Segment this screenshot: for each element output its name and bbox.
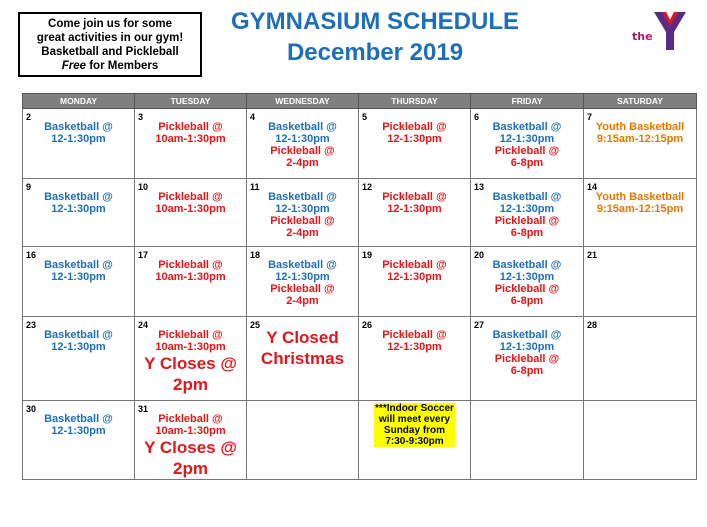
promo-line-1: Come join us for some xyxy=(48,18,172,30)
day-number: 4 xyxy=(250,112,256,122)
event-line: 2-4pm xyxy=(286,227,319,239)
weekday-header-thursday: THURSDAY xyxy=(359,94,471,109)
weekday-header-monday: MONDAY xyxy=(23,94,135,109)
day-cell xyxy=(471,247,584,317)
day-events xyxy=(359,401,470,447)
day-number: 6 xyxy=(474,112,480,122)
day-cell xyxy=(135,247,247,317)
week-row xyxy=(23,317,697,401)
day-events xyxy=(135,401,246,479)
event-line: Pickleball @ xyxy=(158,121,223,133)
day-events xyxy=(23,317,134,353)
day-number: 30 xyxy=(26,404,37,414)
day-cell xyxy=(247,109,359,179)
indoor-soccer-note xyxy=(374,403,455,447)
weekday-header-wednesday: WEDNESDAY xyxy=(247,94,359,109)
week-row xyxy=(23,179,697,247)
event-line: 12-1:30pm xyxy=(275,271,330,283)
day-cell xyxy=(471,179,584,247)
day-events xyxy=(584,179,696,215)
event-line: Basketball @ xyxy=(492,191,562,203)
event-line: Pickleball @ xyxy=(270,283,335,295)
day-number: 27 xyxy=(474,320,485,330)
closure-notice: Christmas xyxy=(260,349,345,368)
event-line: 6-8pm xyxy=(510,157,544,169)
day-number: 26 xyxy=(362,320,373,330)
event-line: Youth Basketball xyxy=(595,121,685,133)
note-line: 7:30-9:30pm xyxy=(385,436,444,447)
day-number: 19 xyxy=(362,250,373,260)
day-number: 10 xyxy=(138,182,149,192)
day-number: 16 xyxy=(26,250,37,260)
day-events xyxy=(359,317,470,353)
event-line: 2-4pm xyxy=(286,295,319,307)
day-number: 5 xyxy=(362,112,368,122)
day-cell xyxy=(359,401,471,480)
day-cell xyxy=(471,401,584,480)
day-cell xyxy=(584,109,697,179)
promo-box xyxy=(18,12,202,77)
day-cell xyxy=(135,317,247,401)
event-line: Basketball @ xyxy=(492,121,562,133)
day-number: 2 xyxy=(26,112,32,122)
day-events xyxy=(23,401,134,437)
day-events xyxy=(247,179,358,239)
event-line: 6-8pm xyxy=(510,365,544,377)
week-row xyxy=(23,109,697,179)
day-cell xyxy=(247,247,359,317)
event-line: 10am-1:30pm xyxy=(155,133,226,145)
event-line: 12-1:30pm xyxy=(387,133,442,145)
day-number: 3 xyxy=(138,112,144,122)
day-number: 17 xyxy=(138,250,149,260)
event-line: Basketball @ xyxy=(268,121,337,133)
event-line: Pickleball @ xyxy=(494,353,560,365)
day-events xyxy=(584,401,696,413)
promo-line-4 xyxy=(20,59,200,73)
day-events xyxy=(135,247,246,283)
day-events xyxy=(247,317,358,369)
day-cell xyxy=(359,179,471,247)
day-number: 25 xyxy=(250,320,261,330)
promo-members: for Members xyxy=(86,60,159,72)
event-line: Pickleball @ xyxy=(382,121,447,133)
closure-notice: Y Closes @ xyxy=(144,354,237,373)
event-line: 12-1:30pm xyxy=(387,203,442,215)
day-cell xyxy=(584,179,697,247)
day-events xyxy=(471,109,583,169)
event-line: Pickleball @ xyxy=(494,215,560,227)
event-line: 6-8pm xyxy=(510,227,544,239)
day-cell xyxy=(584,317,697,401)
event-line: 9:15am-12:15pm xyxy=(596,203,684,215)
day-number: 20 xyxy=(474,250,485,260)
day-number: 11 xyxy=(250,182,260,192)
day-number: 7 xyxy=(587,112,593,122)
day-number: 21 xyxy=(587,250,598,260)
event-line: 12-1:30pm xyxy=(387,271,442,283)
day-events xyxy=(135,109,246,145)
day-cell xyxy=(135,179,247,247)
day-number: 13 xyxy=(474,182,485,192)
event-line: 12-1:30pm xyxy=(499,341,555,353)
day-number: 24 xyxy=(138,320,149,330)
day-events xyxy=(471,247,583,307)
event-line: 12-1:30pm xyxy=(51,271,106,283)
event-line: 12-1:30pm xyxy=(499,271,555,283)
day-events xyxy=(23,247,134,283)
event-line: Pickleball @ xyxy=(494,283,560,295)
event-line: Basketball @ xyxy=(268,191,337,203)
event-line: 12-1:30pm xyxy=(51,341,106,353)
promo-line-2: great activities in our gym! xyxy=(36,32,184,44)
day-events xyxy=(584,317,696,329)
day-events xyxy=(584,109,696,145)
logo-text: the xyxy=(632,30,653,43)
event-line: 12-1:30pm xyxy=(51,425,106,437)
closure-notice: Y Closes @ xyxy=(144,438,237,457)
event-line: 2-4pm xyxy=(286,157,319,169)
day-cell xyxy=(471,109,584,179)
day-cell xyxy=(23,317,135,401)
event-line: Pickleball @ xyxy=(158,413,223,425)
note-line: ***Indoor Soccer xyxy=(375,403,454,414)
event-line: 12-1:30pm xyxy=(51,203,106,215)
title-main: GYMNASIUM SCHEDULE xyxy=(230,8,519,35)
event-line: Pickleball @ xyxy=(158,259,223,271)
event-line: Basketball @ xyxy=(44,259,113,271)
event-line: Pickleball @ xyxy=(158,191,223,203)
y-logo-icon xyxy=(652,10,688,52)
day-events xyxy=(247,401,358,413)
event-line: 12-1:30pm xyxy=(499,133,555,145)
day-events xyxy=(247,247,358,307)
day-events xyxy=(135,179,246,215)
title-month: December 2019 xyxy=(286,39,464,66)
day-events xyxy=(135,317,246,395)
day-cell xyxy=(23,401,135,480)
event-line: Basketball @ xyxy=(492,329,562,341)
event-line: Pickleball @ xyxy=(158,329,223,341)
event-line: Basketball @ xyxy=(492,259,562,271)
day-number: 14 xyxy=(587,182,598,192)
ymca-logo xyxy=(632,10,690,56)
closure-notice: 2pm xyxy=(173,375,208,394)
event-line: Basketball @ xyxy=(44,329,113,341)
day-number: 31 xyxy=(138,404,149,414)
event-line: 10am-1:30pm xyxy=(155,341,226,353)
event-line: 12-1:30pm xyxy=(51,133,106,145)
day-cell xyxy=(135,109,247,179)
calendar-table xyxy=(22,93,697,480)
day-events xyxy=(359,247,470,283)
event-line: 12-1:30pm xyxy=(387,341,442,353)
event-line: Pickleball @ xyxy=(270,145,335,157)
weekday-header-row xyxy=(23,94,697,109)
day-number: 9 xyxy=(26,182,32,192)
event-line: 12-1:30pm xyxy=(275,133,330,145)
event-line: 10am-1:30pm xyxy=(155,271,226,283)
promo-free: Free xyxy=(61,60,87,72)
day-cell xyxy=(359,247,471,317)
day-events xyxy=(471,179,583,239)
week-row xyxy=(23,247,697,317)
event-line: 12-1:30pm xyxy=(499,203,555,215)
day-cell xyxy=(247,317,359,401)
event-line: Basketball @ xyxy=(44,121,113,133)
closure-notice: 2pm xyxy=(173,459,208,478)
event-line: 10am-1:30pm xyxy=(155,425,226,437)
week-row xyxy=(23,401,697,480)
event-line: Pickleball @ xyxy=(382,259,447,271)
day-cell xyxy=(23,109,135,179)
day-number: 12 xyxy=(362,182,373,192)
event-line: Basketball @ xyxy=(268,259,337,271)
event-line: Pickleball @ xyxy=(494,145,560,157)
day-cell xyxy=(135,401,247,480)
note-line: Sunday from xyxy=(383,425,446,436)
day-cell xyxy=(584,401,697,480)
weekday-header-tuesday: TUESDAY xyxy=(135,94,247,109)
weekday-header-saturday: SATURDAY xyxy=(584,94,697,109)
day-events xyxy=(359,179,470,215)
event-line: Basketball @ xyxy=(44,191,113,203)
day-cell xyxy=(247,401,359,480)
day-cell xyxy=(584,247,697,317)
day-cell xyxy=(359,109,471,179)
event-line: 6-8pm xyxy=(510,295,544,307)
day-number: 18 xyxy=(250,250,261,260)
day-cell xyxy=(23,247,135,317)
day-events xyxy=(584,247,696,259)
event-line: Pickleball @ xyxy=(382,191,447,203)
event-line: 9:15am-12:15pm xyxy=(596,133,684,145)
day-events xyxy=(471,401,583,413)
day-number: 23 xyxy=(26,320,37,330)
event-line: 12-1:30pm xyxy=(275,203,330,215)
day-events xyxy=(23,179,134,215)
day-cell xyxy=(247,179,359,247)
day-cell xyxy=(23,179,135,247)
event-line: Pickleball @ xyxy=(270,215,335,227)
event-line: Youth Basketball xyxy=(595,191,685,203)
day-events xyxy=(23,109,134,145)
event-line: Basketball @ xyxy=(44,413,113,425)
event-line: Pickleball @ xyxy=(382,329,447,341)
day-cell xyxy=(471,317,584,401)
event-line: 10am-1:30pm xyxy=(155,203,226,215)
page-title xyxy=(200,6,550,68)
note-line: will meet every xyxy=(378,414,451,425)
closure-notice: Y Closed xyxy=(266,328,339,347)
day-events xyxy=(247,109,358,169)
weekday-header-friday: FRIDAY xyxy=(471,94,584,109)
day-events xyxy=(471,317,583,377)
promo-line-3: Basketball and Pickleball xyxy=(41,46,179,58)
day-number: 28 xyxy=(587,320,598,330)
day-cell xyxy=(359,317,471,401)
day-events xyxy=(359,109,470,145)
